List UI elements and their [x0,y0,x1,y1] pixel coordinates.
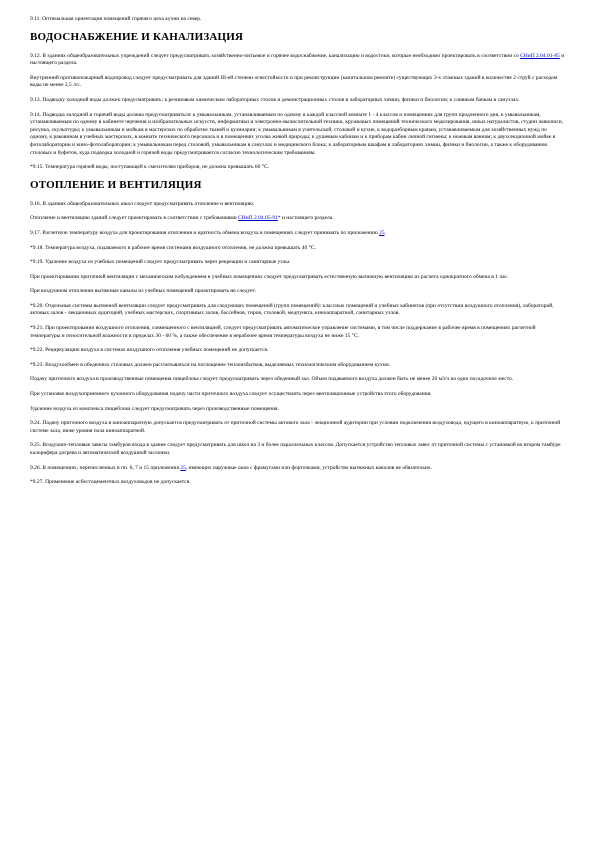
paragraph-text: * и настоящего раздела. [277,215,334,222]
paragraph-text: *9.23. Воздухообмен в обеденных столовых должен рассчитываться на поглощение теплоизбытков, выделяемых технологическим оборудованием кухни. [30,361,391,368]
paragraph-text: *9.18. Температура воздуха, подаваемого в рабочее время системами воздушного отопления, не должна превышать 40 °С. [30,244,316,251]
reference-link[interactable]: СНиП 2.04.01-85 [520,52,560,59]
paragraph-text: При проектировании приточной вентиляции с механическим побуждением в учебных помещениях следует предусматривать естественную вытяжную вентиляцию из расчета однократного обмена в 1 час. [30,273,509,280]
paragraph-text: 9.12. В зданиях общеобразовательных учреждений следует предусматривать хозяйственно-питьевое и горячее водоснабжение, канализацию и водостоки, которые необходимо проектировать в соответствии со [30,52,521,59]
paragraph [30,479,565,487]
paragraph-text: , имеющих наружные окна с фрамугами или форточками, устройство вытяжных каналов не обязательно. [185,464,432,471]
paragraph [30,215,565,223]
paragraph [30,259,565,267]
paragraph [30,442,565,457]
paragraph-text: *9.21. При проектировании воздушного отопления, совмещенного с вентиляцией, следует предусматривать автоматическое управление системами, в том числе поддержание в рабочее время в помещениях расчетной температуры и относительной влажности в пределах 30 - 60 %, а также обеспечение в нерабочее время температуры воздуха не ниже 15 °С. [30,325,536,339]
paragraph-text: 9.11. Оптимальная ориентация помещений горячего цеха кухни на север. [30,16,202,22]
paragraph-text: *9.15. Температура горячей воды, поступающей к смесителям приборов, не должна превышать 60 °С. [30,164,270,171]
paragraph [30,325,565,340]
document-page [30,16,565,494]
paragraph [30,274,565,282]
paragraph-text: *9.27. Применение асбестоцементных воздуховодов не допускается. [30,479,191,486]
paragraph [30,347,565,355]
paragraph-text: . [384,229,386,236]
paragraph-text: *9.20. Отдельные системы вытяжной вентиляции следует предусматривать для следующих помещений (групп помещений): классных помещений и учебных кабинетов (при отсутствии воздушного отопления), лабораторий, актовых залов - лекционных аудиторий, учебных мастерских, спортивных залов, бассейнов, тиров, столовой, медпункта, киноаппаратной, санитарных узлов. [30,302,554,317]
paragraph [30,245,565,253]
paragraph [30,53,565,68]
paragraph-text: Удаление воздуха из комплекса пищеблока следует предусматривать через производственные помещения. [30,405,279,412]
paragraph [30,376,565,384]
paragraph-text: Подачу приточного воздуха в производственные помещения пищеблока следует предусматривать через обеденный зал. Объем подаваемого воздуха должен быть не менее 20 м3/ч на одно посадочное место. [30,376,514,383]
paragraph-text: 9.13. Подводку холодной воды должно предусматривать: к резиновым химическим лабораторных столов и демонстрационных столов в лабораторных химии, физики и биологии; к сливным бачкам в санузлах. [30,96,520,103]
paragraph [30,16,565,24]
paragraph [30,288,565,296]
paragraph [30,406,565,414]
reference-link[interactable]: СНиП 2.04.05-91 [238,215,278,222]
paragraph-text: 9.24. Подачу приточного воздуха в киноаппаратную допускается предусматривать от приточной системы актового зала - лекционной аудитории при условии подключения воздуховода, идущего в киноаппаратную, к приточной системе зала, ниже уровня пола киноаппаратной. [30,420,561,434]
paragraph-text: *9.22. Рециркуляцию воздуха в системах воздушного отопления учебных помещений не допускается. [30,347,269,354]
paragraph [30,112,565,158]
paragraph-text: 9.26. В помещениях, перечисленных в пп. 6, 7 и 15 приложения [30,464,181,471]
paragraph-text: и настоящего раздела. [30,52,565,67]
paragraph [30,362,565,370]
paragraph-text: При воздушном отоплении вытяжные каналы из учебных помещений проектировать не следует. [30,288,256,295]
paragraph-text: *9.19. Удаление воздуха из учебных помещений следует предусматривать через рекреации и санитарные узлы. [30,259,291,266]
paragraph-text: Отопление и вентиляцию зданий следует проектировать в соответствии с требованиями [30,215,239,222]
paragraph [30,420,565,435]
paragraph [30,75,565,90]
paragraph [30,465,565,473]
paragraph [30,303,565,318]
paragraph-text: 9.25. Воздушно-тепловые завесы тамбуров входа в здание следует предусматривать для школ на 3 и более параллельных классов. Допускается устройство тепловых завес от приточной системы с установкой во втором тамбуре калорифера догрева и автоматической воздушной заслонки. [30,442,561,456]
paragraph-text: 9.17. Расчетную температуру воздуха для проектирования отопления и кратность обмена воздуха в помещениях следует принимать по приложению [30,229,380,236]
section-heading: ВОДОСНАБЖЕНИЕ И КАНАЛИЗАЦИЯ [30,30,244,43]
paragraph [30,201,565,209]
reference-link[interactable]: 25 [180,464,186,471]
section-heading: ОТОПЛЕНИЕ И ВЕНТИЛЯЦИЯ [30,178,202,191]
paragraph-text: 9.16. В зданиях общеобразовательных школ следует предусматривать отопление и вентиляцию. [30,200,255,207]
paragraph-text: Внутренний противопожарный водопровод следует предусматривать для зданий III-ей степени огнестойкости и при реконструкции (капитальном ремонте) существующих 3-х этажных зданий в количестве 2 струй с расходом воды не менее 2,5 л/с. [30,74,558,89]
paragraph [30,164,565,172]
paragraph [30,230,565,238]
reference-link[interactable]: 25 [379,229,385,236]
paragraph [30,97,565,105]
paragraph-text: 9.14. Подводка холодной и горячей воды должна предусматриваться: к умывальникам, устанавливаемым по одному в каждой классной комнате 1 - 4 классов и помещениях для групп продленного дня, к умывальникам, устанавливаемым по одному в кабинете черчения и изобразительных искусств, информатики и электронно-вычислительной техники, кружковых помещений технического моделирования, юных натуралистов, студии живописи, рисунка, скульптуры; к умывальникам и мойкам в мастерских по обработке тканей и кулинарии; к умывальникам в учительской, столовой и кухне, к водоразборным кранам, устанавливаемым для хозяйственных нужд по одному, к раковинам в учебных мастерских, в комнате технического персонала и в помещениях уголка живой природы; к душевым кабинам и к приборам кабин личной гигиены; к ножным ваннам; к двухсекционной мойке в фотолаборатории и кино-фотолаборатории; к умывальникам перед столовой, умывальникам в санузлах и медицинского блока; к лабораторным шкафам в лабораториях химии, физики и биологии, а также к оборудованию столовых и буфетов, куда подводка холодной и горячей воды предусматривается согласно технологическим требованиям. [30,111,564,156]
paragraph [30,391,565,399]
paragraph-text: При установке воздухоприемного кухонного оборудования подачу части приточного воздуха следует осуществлять через вентиляционные устройства этого оборудования. [30,391,432,398]
